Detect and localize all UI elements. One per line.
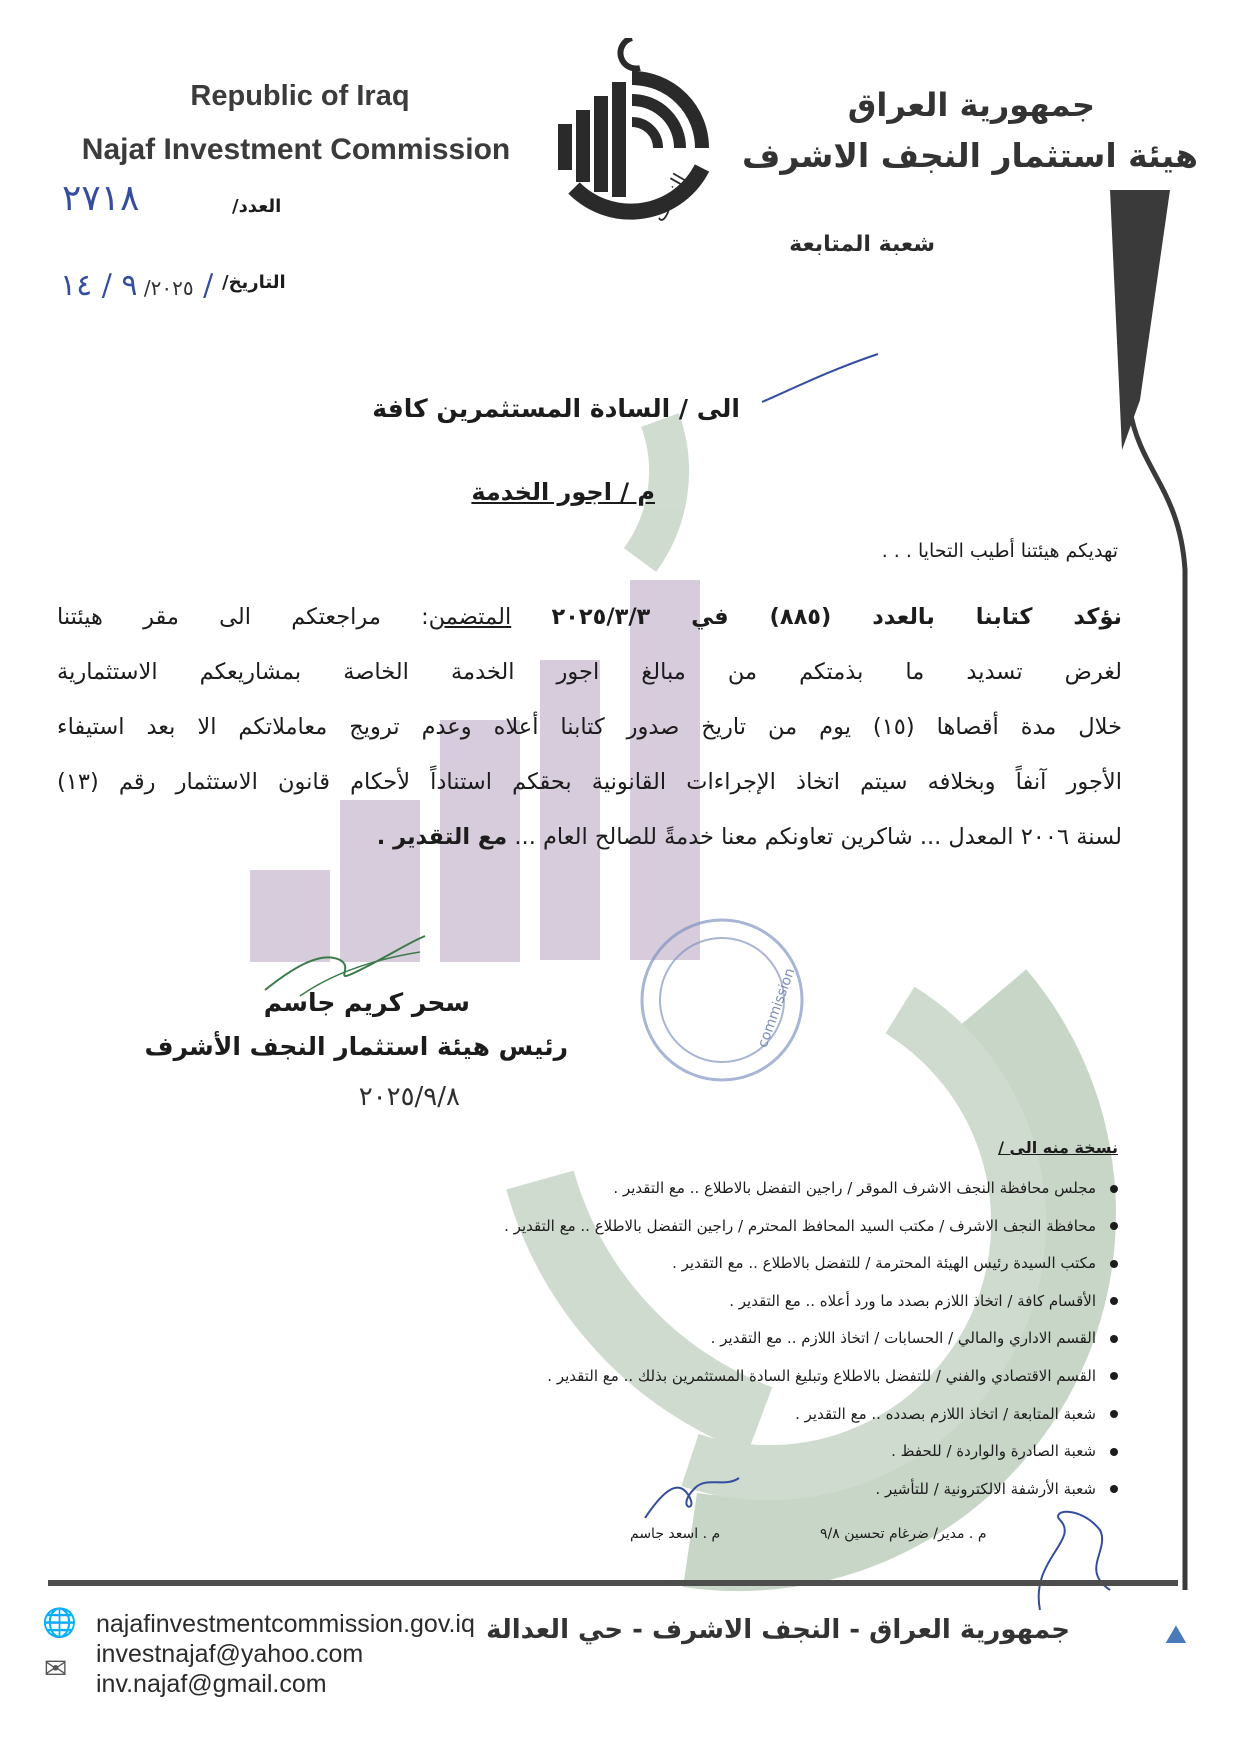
website-link[interactable]: najafinvestmentcommission.gov.iq [96,1610,475,1638]
list-item: محافظة النجف الاشرف / مكتب السيد المحافظ المحترم / راجين التفضل بالاطلاع .. مع التقدير . [218,1208,1118,1246]
handwritten-tick [760,350,880,410]
english-commission-name: Najaf Investment Commission [81,133,511,166]
letter-body [57,590,1122,865]
department-name: شعبة المتابعة [789,232,935,257]
clerk-left: م . اسعد جاسم [630,1526,721,1542]
email-icon: ✉ [44,1652,68,1685]
body-line-5 [57,810,1122,865]
signatory-name: سحر كريم جاسم [263,988,470,1017]
reference-bold: نؤكد كتابنا بالعدد (٨٨٥) في ٢٠٢٥/٣/٣ [551,604,1123,630]
globe-icon: 🌐 [42,1606,77,1639]
signature-date: ٢٠٢٥/٩/٨ [358,1082,460,1112]
map-icon: ⛰ [1165,1620,1187,1650]
email-gmail-link[interactable]: inv.najaf@gmail.com [96,1670,327,1698]
addressee: الى / السادة المستثمرين كافة [372,394,740,423]
footer-divider [48,1580,1178,1586]
document-date [60,268,213,303]
clerk-right: م . مدير/ ضرغام تحسين ٩/٨ [820,1526,987,1542]
footer-address: جمهورية العراق - النجف الاشرف - حي العدالة [486,1615,1070,1645]
stamp-text: commission [754,966,799,1050]
initials-scribble-2 [1020,1500,1120,1620]
body-line-5-text: لسنة ٢٠٠٦ المعدل ... شاكرين تعاونكم معنا خدمةً للصالح العام ... [514,824,1122,850]
list-item: شعبة الصادرة والواردة / للحفظ . [218,1433,1118,1471]
list-item: الأقسام كافة / اتخاذ اللازم بصدد ما ورد أعلاه .. مع التقدير . [218,1283,1118,1321]
body-line-3: خلال مدة أقصاها (١٥) يوم من تاريخ صدور كتابنا أعلاه وعدم ترويج معاملاتكم الا بعد استيفاء [57,714,1122,740]
date-year: ٢٠٢٥/ [143,276,194,300]
signatory-title: رئيس هيئة استثمار النجف الأشرف [144,1032,568,1061]
list-item: مجلس محافظة النجف الاشرف الموقر / راجين التفضل بالاطلاع .. مع التقدير . [218,1170,1118,1208]
logo-text: النجف [645,169,692,226]
reference-underlined: المتضمن [428,604,512,630]
greeting: تهديكم هيئتنا أطيب التحايا . . . [881,540,1118,562]
document-number: ٢٧١٨ [62,178,140,219]
copies-heading: نسخة منه الى / [998,1138,1118,1157]
list-item: القسم الاداري والمالي / الحسابات / اتخاذ اللازم .. مع التقدير . [218,1320,1118,1358]
body-line-1-rest: : مراجعتكم الى مقر هيئتنا [57,604,429,630]
body-line-4: الأجور آنفاً وبخلافه سيتم اتخاذ الإجراءات القانونية بحقكم استناداً لأحكام قانون الاستثمار رقم (١٣) [57,769,1122,795]
english-country-name: Republic of Iraq [190,80,410,112]
copies-list [218,1170,1118,1508]
email-yahoo-link[interactable]: investnajaf@yahoo.com [96,1640,364,1668]
initials-scribble [635,1468,745,1528]
body-line-2: لغرض تسديد ما بذمتكم من مبالغ اجور الخدمة الخاصة بمشاريعكم الاستثمارية [57,659,1122,685]
list-item: مكتب السيدة رئيس الهيئة المحترمة / للتفضل بالاطلاع .. مع التقدير . [218,1245,1118,1283]
list-item: شعبة المتابعة / اتخاذ اللازم بصدده .. مع التقدير . [218,1396,1118,1434]
number-label: العدد/ [232,196,282,217]
body-line-1 [57,590,1122,645]
date-label: التاريخ/ [222,272,286,293]
arabic-country-name: جمهورية العراق [847,86,1095,124]
arabic-commission-name: هيئة استثمار النجف الاشرف [742,136,1198,175]
date-handwritten: ٩ / ١٤ / [60,268,214,303]
closing: مع التقدير . [376,824,508,850]
list-item: القسم الاقتصادي والفني / للتفضل بالاطلاع وتبليغ السادة المستثمرين بذلك .. مع التقدير . [218,1358,1118,1396]
subject: م / اجور الخدمة [471,478,655,506]
list-item: شعبة الأرشفة الالكترونية / للتأشير . [218,1471,1118,1509]
